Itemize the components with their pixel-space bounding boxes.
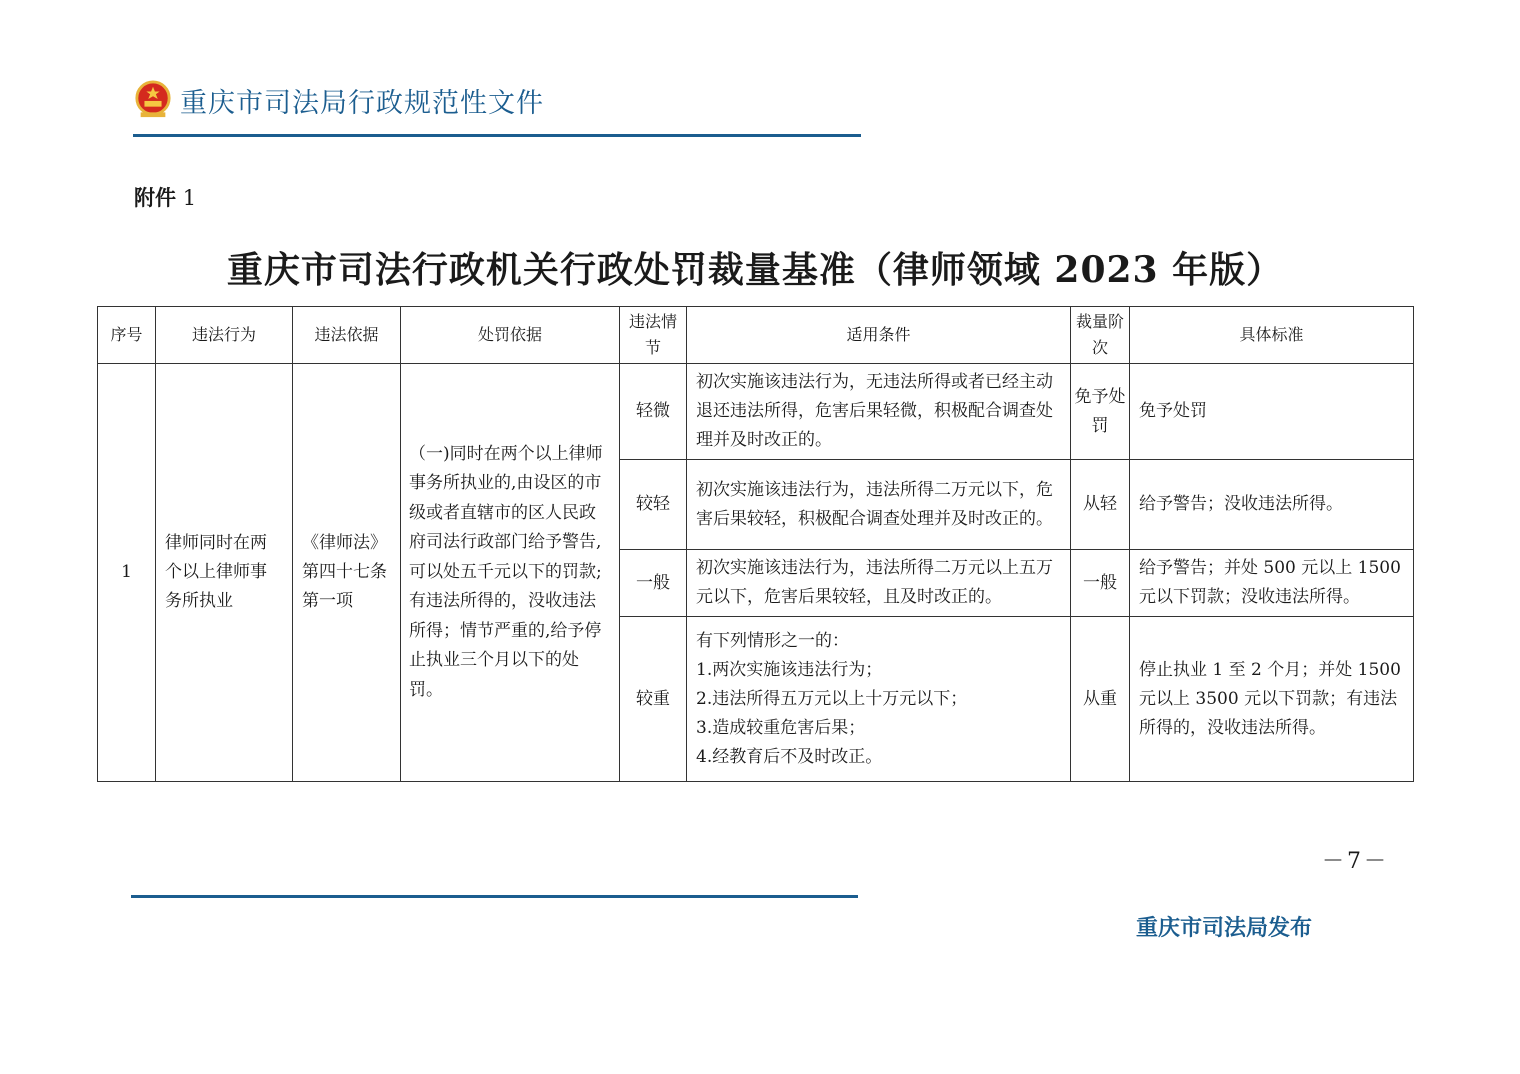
header-rule <box>133 134 861 137</box>
cell-circumstance: 一般 <box>620 550 687 617</box>
cell-stage: 免予处罚 <box>1071 364 1130 460</box>
condition-item: 2.违法所得五万元以上十万元以下； <box>696 688 968 709</box>
attachment-label <box>134 182 196 212</box>
header-law: 违法依据 <box>293 307 401 364</box>
cell-circumstance: 轻微 <box>620 364 687 460</box>
cell-seq: 1 <box>98 364 156 782</box>
header-penalty-basis: 处罚依据 <box>401 307 620 364</box>
cell-standard: 给予警告；没收违法所得。 <box>1130 460 1414 550</box>
condition-item: 3.造成较重危害后果； <box>696 717 866 738</box>
cell-law: 《律师法》第四十七条第一项 <box>293 364 401 782</box>
page-number: －7－ <box>1322 849 1389 874</box>
header-standard: 具体标准 <box>1130 307 1414 364</box>
header-circumstance: 违法情节 <box>620 307 687 364</box>
national-emblem-icon <box>134 80 172 120</box>
attachment-number: 1 <box>182 186 197 210</box>
condition-intro: 有下列情形之一的： <box>696 630 849 651</box>
table-header-row <box>98 307 1414 364</box>
cell-condition: 初次实施该违法行为，无违法所得或者已经主动退还违法所得，危害后果轻微，积极配合调查处理并及时改正的。 <box>687 364 1071 460</box>
cell-stage: 从重 <box>1071 617 1130 782</box>
header-stage: 裁量阶次 <box>1071 307 1130 364</box>
header-title: 重庆市司法局行政规范性文件 <box>180 87 544 119</box>
cell-stage: 一般 <box>1071 550 1130 617</box>
condition-item: 1.两次实施该违法行为； <box>696 659 883 680</box>
header-condition: 适用条件 <box>687 307 1071 364</box>
condition-item: 4.经教育后不及时改正。 <box>696 746 883 767</box>
table-row <box>98 364 1414 460</box>
cell-standard: 免予处罚 <box>1130 364 1414 460</box>
document-title: 重庆市司法行政机关行政处罚裁量基准（律师领域 2023 年版） <box>226 249 1284 291</box>
header-act: 违法行为 <box>156 307 293 364</box>
cell-condition: 初次实施该违法行为，违法所得二万元以上五万元以下，危害后果较轻，且及时改正的。 <box>687 550 1071 617</box>
cell-stage: 从轻 <box>1071 460 1130 550</box>
attachment-label-text: 附件 <box>134 186 176 210</box>
cell-standard: 给予警告；并处 500 元以上 1500 元以下罚款；没收违法所得。 <box>1130 550 1414 617</box>
cell-act: 律师同时在两个以上律师事务所执业 <box>156 364 293 782</box>
footer-rule <box>131 895 858 898</box>
discretion-table <box>97 306 1414 782</box>
cell-condition <box>687 617 1071 782</box>
cell-condition: 初次实施该违法行为，违法所得二万元以下，危害后果较轻，积极配合调查处理并及时改正的。 <box>687 460 1071 550</box>
cell-standard: 停止执业 1 至 2 个月；并处 1500 元以上 3500 元以下罚款；有违法所得的，没收违法所得。 <box>1130 617 1414 782</box>
cell-circumstance: 较轻 <box>620 460 687 550</box>
header-seq: 序号 <box>98 307 156 364</box>
cell-circumstance: 较重 <box>620 617 687 782</box>
cell-penalty-basis: （一)同时在两个以上律师事务所执业的,由设区的市级或者直辖市的区人民政府司法行政部门给予警告,可以处五千元以下的罚款;有违法所得的，没收违法所得；情节严重的,给予停止执业三个月以下的处罚。 <box>401 364 620 782</box>
page-header <box>134 78 544 122</box>
publisher: 重庆市司法局发布 <box>1136 916 1313 941</box>
